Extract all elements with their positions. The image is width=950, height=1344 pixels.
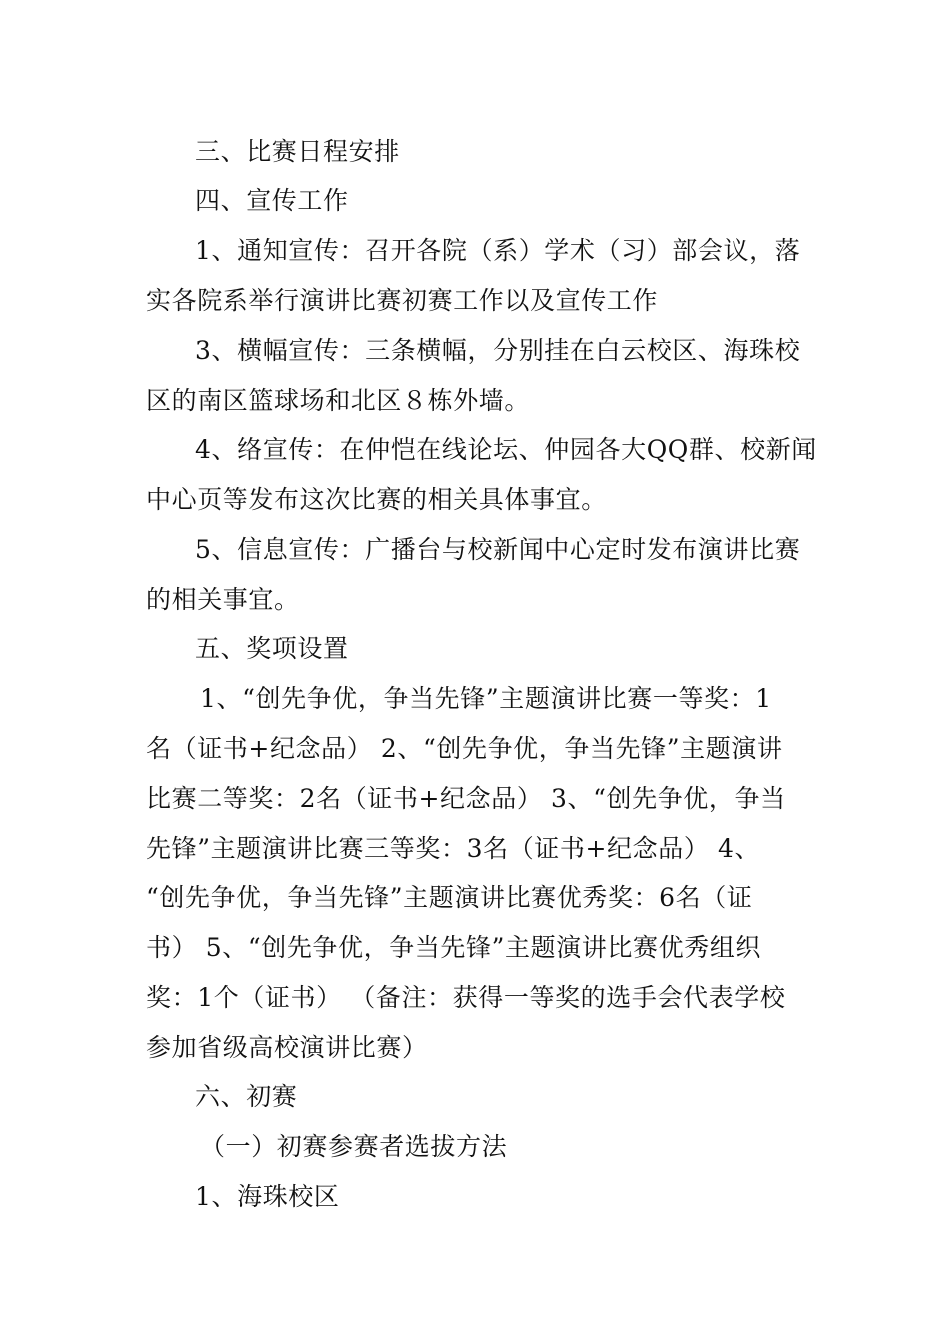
subheading-haizhu-campus: 1、海珠校区: [195, 1182, 340, 1211]
paragraph-line: 先锋”主题演讲比赛三等奖：3名（证书+纪念品） 4、: [146, 834, 761, 863]
paragraph-line: 的相关事宜。: [146, 585, 300, 614]
heading-preliminary: 六、初赛: [195, 1082, 298, 1111]
paragraph-line: 实各院系举行演讲比赛初赛工作以及宣传工作: [146, 286, 659, 315]
heading-awards: 五、奖项设置: [195, 634, 349, 663]
paragraph-line: 1、“创先争优，争当先锋”主题演讲比赛一等奖：1: [200, 684, 772, 713]
paragraph-line: 中心页等发布这次比赛的相关具体事宜。: [146, 485, 607, 514]
paragraph-line: 4、络宣传：在仲恺在线论坛、仲园各大QQ群、校新闻: [195, 435, 817, 464]
paragraph-line: 名（证书+纪念品） 2、“创先争优，争当先锋”主题演讲: [146, 734, 783, 763]
paragraph-line: 参加省级高校演讲比赛）: [146, 1033, 428, 1062]
paragraph-line: 1、通知宣传：召开各院（系）学术（习）部会议，落: [195, 236, 801, 265]
paragraph-line: 3、横幅宣传：三条横幅，分别挂在白云校区、海珠校: [195, 336, 801, 365]
paragraph-line: “创先争优，争当先锋”主题演讲比赛优秀奖：6名（证: [146, 883, 753, 912]
paragraph-line: 奖：1个（证书） （备注：获得一等奖的选手会代表学校: [146, 983, 786, 1012]
heading-publicity: 四、宣传工作: [195, 186, 349, 215]
heading-schedule: 三、比赛日程安排: [195, 137, 400, 166]
paragraph-line: 区的南区篮球场和北区８栋外墙。: [146, 386, 531, 415]
subheading-selection-method: （一）初赛参赛者选拔方法: [200, 1132, 508, 1161]
paragraph-line: 书） 5、“创先争优，争当先锋”主题演讲比赛优秀组织: [146, 933, 762, 962]
paragraph-line: 比赛二等奖：2名（证书+纪念品） 3、“创先争优，争当: [146, 784, 786, 813]
paragraph-line: 5、信息宣传：广播台与校新闻中心定时发布演讲比赛: [195, 535, 801, 564]
